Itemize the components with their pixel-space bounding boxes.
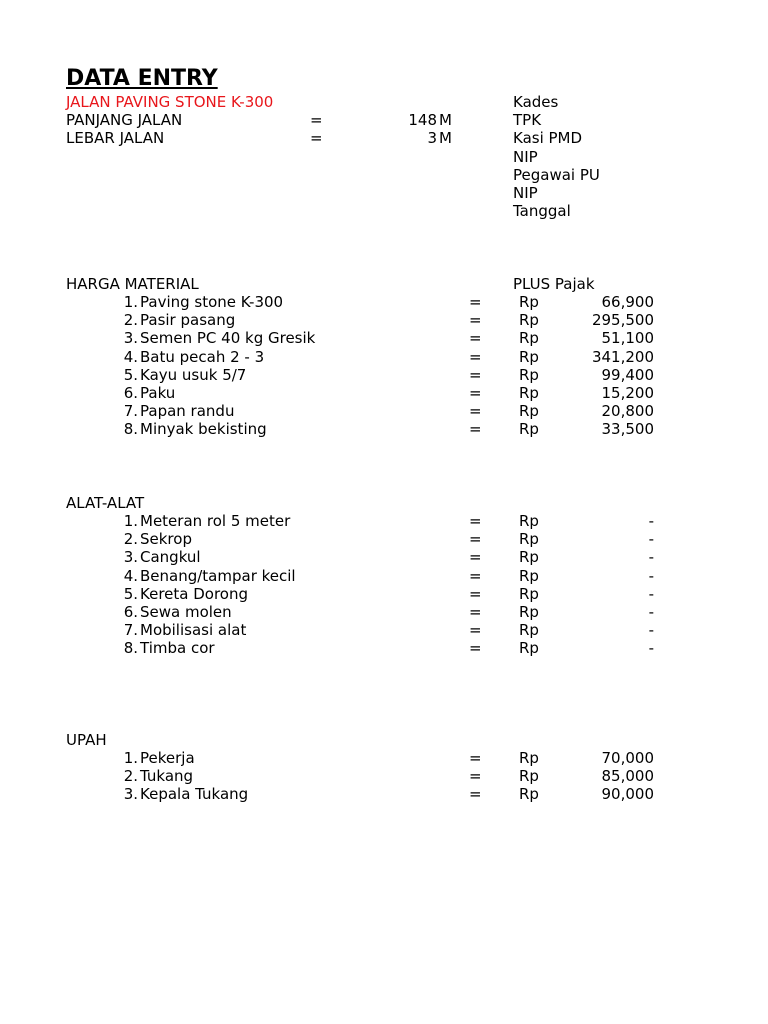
material-item-currency: Rp [519, 384, 539, 402]
upah-item-amount: 85,000 [601, 767, 654, 786]
upah-item-number: 3. [123, 785, 138, 804]
material-item-currency: Rp [519, 311, 539, 330]
material-item-currency: Rp [519, 365, 539, 384]
alat-item-equals: = [469, 603, 482, 621]
material-item-row [0, 420, 768, 438]
lebar-eq: = [310, 129, 323, 147]
alat-item-name: Kereta Dorong [140, 584, 248, 603]
material-item-number: 4. [123, 347, 138, 366]
alat-item-number: 7. [123, 621, 138, 640]
lebar-label: LEBAR JALAN [66, 129, 165, 147]
upah-item-equals: = [469, 749, 482, 767]
alat-item-number: 3. [123, 548, 138, 567]
material-item-equals: = [469, 329, 482, 348]
material-item-amount: 295,500 [591, 311, 654, 330]
material-item-row [0, 329, 768, 347]
upah-item-equals: = [469, 767, 482, 786]
upah-item-currency: Rp [519, 767, 539, 786]
material-item-equals: = [469, 311, 482, 330]
alat-item-currency: Rp [519, 584, 539, 603]
official-pegawai-pu: Pegawai PU [513, 166, 600, 184]
material-item-currency: Rp [519, 347, 539, 366]
alat-item-row [0, 548, 768, 566]
material-item-equals: = [469, 347, 482, 366]
material-item-row [0, 384, 768, 402]
material-item-number: 8. [123, 420, 138, 439]
official-nip-2: NIP [513, 184, 538, 202]
material-item-currency: Rp [519, 420, 539, 439]
alat-item-amount: - [648, 512, 654, 530]
official-tpk: TPK [513, 111, 542, 129]
alat-item-currency: Rp [519, 548, 539, 567]
alat-item-row [0, 621, 768, 639]
upah-item-name: Kepala Tukang [140, 785, 249, 804]
alat-item-currency: Rp [519, 566, 539, 585]
alat-item-currency: Rp [519, 639, 539, 658]
alat-item-amount: - [648, 584, 654, 603]
material-item-name: Papan randu [140, 402, 235, 421]
alat-item-number: 5. [123, 584, 138, 603]
material-item-row [0, 311, 768, 329]
official-kades: Kades [513, 93, 559, 111]
alat-item-currency: Rp [519, 512, 539, 530]
alat-item-name: Sewa molen [140, 603, 232, 621]
upah-item-row [0, 749, 768, 767]
material-item-amount: 66,900 [601, 293, 654, 311]
upah-item-row [0, 767, 768, 785]
alat-item-equals: = [469, 584, 482, 603]
alat-item-amount: - [648, 603, 654, 621]
upah-item-name: Pekerja [140, 749, 195, 767]
alat-item-number: 6. [123, 603, 138, 621]
upah-item-amount: 90,000 [601, 785, 654, 804]
material-item-name: Semen PC 40 kg Gresik [140, 329, 316, 348]
alat-item-equals: = [469, 548, 482, 567]
material-item-name: Pasir pasang [140, 311, 236, 330]
alat-item-name: Sekrop [140, 530, 192, 549]
alat-item-amount: - [648, 639, 654, 658]
upah-heading: UPAH [66, 731, 107, 749]
alat-item-row [0, 585, 768, 603]
material-item-amount: 99,400 [601, 365, 654, 384]
alat-item-equals: = [469, 530, 482, 549]
alat-item-name: Mobilisasi alat [140, 621, 247, 640]
material-item-amount: 51,100 [601, 329, 654, 348]
alat-item-row [0, 530, 768, 548]
alat-item-amount: - [648, 621, 654, 640]
page-title: DATA ENTRY [66, 66, 218, 91]
lebar-unit: M [439, 129, 452, 147]
material-item-name: Minyak bekisting [140, 420, 267, 439]
alat-item-currency: Rp [519, 621, 539, 640]
material-note: PLUS Pajak [513, 275, 595, 293]
alat-item-amount: - [648, 548, 654, 567]
alat-item-equals: = [469, 639, 482, 658]
official-kasi-pmd: Kasi PMD [513, 129, 583, 147]
alat-item-currency: Rp [519, 530, 539, 549]
alat-item-equals: = [469, 566, 482, 585]
upah-item-number: 2. [123, 767, 138, 786]
upah-item-row [0, 785, 768, 803]
alat-item-amount: - [648, 530, 654, 549]
upah-item-number: 1. [123, 749, 138, 767]
alat-item-row [0, 639, 768, 657]
panjang-unit: M [439, 111, 452, 129]
project-title: JALAN PAVING STONE K-300 [66, 93, 274, 111]
material-item-amount: 33,500 [601, 420, 654, 439]
material-item-number: 3. [123, 329, 138, 348]
material-item-name: Paku [140, 384, 176, 402]
material-item-equals: = [469, 402, 482, 421]
material-item-currency: Rp [519, 329, 539, 348]
material-item-equals: = [469, 420, 482, 439]
material-item-row [0, 293, 768, 311]
upah-item-currency: Rp [519, 749, 539, 767]
alat-item-equals: = [469, 512, 482, 530]
material-item-currency: Rp [519, 293, 539, 311]
material-item-number: 2. [123, 311, 138, 330]
material-item-amount: 15,200 [601, 384, 654, 402]
material-item-amount: 20,800 [601, 402, 654, 421]
material-item-amount: 341,200 [591, 347, 654, 366]
alat-item-number: 4. [123, 566, 138, 585]
alat-item-equals: = [469, 621, 482, 640]
material-item-number: 5. [123, 365, 138, 384]
panjang-value: 148 [408, 111, 437, 129]
material-item-number: 1. [123, 293, 138, 311]
alat-item-row [0, 567, 768, 585]
material-item-equals: = [469, 293, 482, 311]
alat-item-name: Benang/tampar kecil [140, 566, 296, 585]
official-nip: NIP [513, 148, 538, 166]
alat-item-name: Cangkul [140, 548, 201, 567]
material-heading: HARGA MATERIAL [66, 275, 199, 293]
material-item-equals: = [469, 365, 482, 384]
material-item-row [0, 348, 768, 366]
lebar-value: 3 [427, 129, 437, 147]
material-item-row [0, 366, 768, 384]
alat-item-amount: - [648, 566, 654, 585]
material-item-name: Paving stone K-300 [140, 293, 284, 311]
alat-item-number: 2. [123, 530, 138, 549]
alat-item-name: Meteran rol 5 meter [140, 512, 291, 530]
material-item-name: Kayu usuk 5/7 [140, 365, 247, 384]
alat-item-currency: Rp [519, 603, 539, 621]
material-item-currency: Rp [519, 402, 539, 421]
upah-item-equals: = [469, 785, 482, 804]
upah-item-amount: 70,000 [601, 749, 654, 767]
panjang-eq: = [310, 111, 323, 129]
material-item-number: 6. [123, 384, 138, 402]
material-item-row [0, 402, 768, 420]
panjang-label: PANJANG JALAN [66, 111, 183, 129]
upah-item-name: Tukang [140, 767, 194, 786]
upah-item-currency: Rp [519, 785, 539, 804]
alat-heading: ALAT-ALAT [66, 494, 145, 512]
alat-item-row [0, 603, 768, 621]
alat-item-row [0, 512, 768, 530]
material-item-name: Batu pecah 2 - 3 [140, 347, 265, 366]
alat-item-number: 1. [123, 512, 138, 530]
official-tanggal: Tanggal [513, 202, 571, 220]
alat-item-number: 8. [123, 639, 138, 658]
material-item-equals: = [469, 384, 482, 402]
alat-item-name: Timba cor [140, 639, 215, 658]
material-item-number: 7. [123, 402, 138, 421]
